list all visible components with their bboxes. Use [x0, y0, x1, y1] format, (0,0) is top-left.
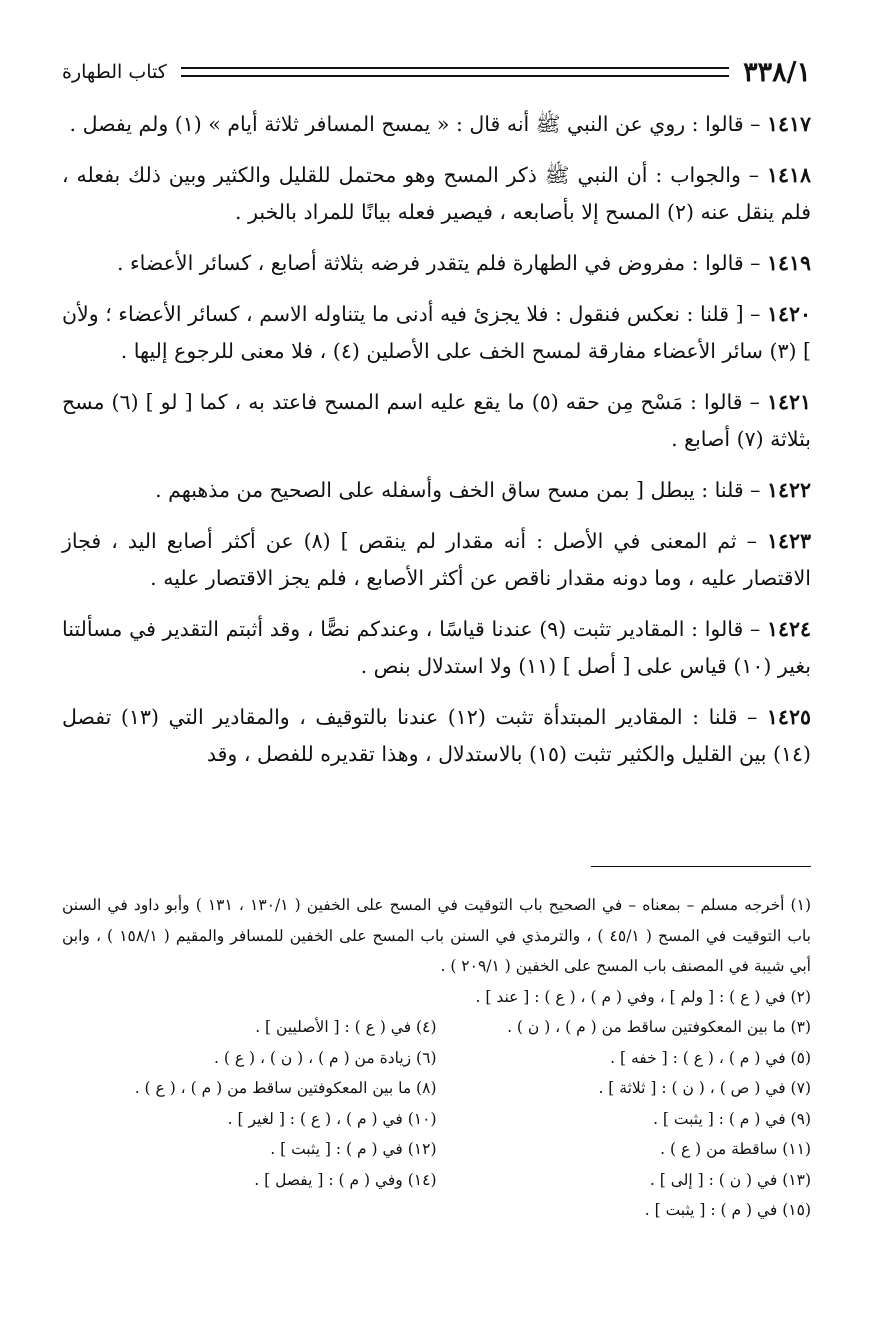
- paragraph-1419: [62, 245, 811, 282]
- paragraph-number: ١٤١٨: [766, 163, 811, 187]
- paragraph-text: – قالوا : المقادير تثبت (٩) عندنا قياسًا ، وعندكم نصًّا ، وقد أثبتم التقدير في مسألتنا بغير (١٠) قياس على [ أصل ] (١١) ولا استدلال بنص .: [62, 617, 811, 678]
- paragraph-number: ١٤٢٠: [766, 302, 811, 326]
- footnote-2: (٢) في ( ع ) : [ ولم ] ، وفي ( م ) ، ( ع ) : [ عند ] .: [475, 987, 811, 1006]
- paragraph-text: – قالوا : مفروض في الطهارة فلم يتقدر فرضه بثلاثة أصابع ، كسائر الأعضاء .: [116, 251, 767, 275]
- book-title: كتاب الطهارة: [62, 61, 167, 83]
- paragraph-1424: [62, 611, 811, 685]
- footnote-3: (٣) ما بين المعكوفتين ساقط من ( م ) ، ( ن ) .: [507, 1018, 811, 1036]
- paragraph-text: – [ قلنا : نعكس فنقول : فلا يجزئ فيه أدنى ما يتناوله الاسم ، كسائر الأعضاء ؛ ولأن ] (٣) سائر الأعضاء مفارقة لمسح الخف على الأصلين (٤) ، فلا معنى للرجوع إليها .: [62, 302, 811, 363]
- paragraph-number: ١٤٢٣: [766, 529, 811, 553]
- footnote-5: (٥) في ( م ) ، ( ع ) : [ خفه ] .: [610, 1048, 811, 1067]
- footnote-row: [62, 1043, 811, 1074]
- paragraph-number: ١٤١٩: [766, 251, 811, 275]
- paragraph-text: – والجواب : أن النبي ﷺ ذكر المسح وهو محتمل للقليل والكثير وبين ذلك بفعله ، فلم ينقل عنه (٢) المسح إلا بأصابعه ، فيصير فعله بيانًا للمراد بالخبر .: [62, 163, 811, 224]
- paragraph-1423: [62, 523, 811, 597]
- paragraph-1418: [62, 157, 811, 231]
- footnote-6: (٦) زيادة من ( م ) ، ( ن ) ، ( ع ) .: [213, 1048, 437, 1067]
- paragraph-1421: [62, 384, 811, 458]
- page-number: ٣٣٨/١: [743, 56, 811, 88]
- paragraph-number: ١٤٢٢: [766, 478, 811, 502]
- footnote-13: (١٣) في ( ن ) : [ إلى ] .: [649, 1170, 811, 1189]
- footnotes: [62, 890, 811, 1226]
- footnote-11: (١١) ساقطة من ( ع ) .: [660, 1140, 811, 1158]
- footnote-1: (١) أخرجه مسلم – بمعناه – في الصحيح باب التوقيت في المسح على الخفين ( ١٣٠/١ ، ١٣١ ) وأبو داود في السنن باب التوقيت في المسح ( ٤٥/١ ) ، والترمذي في السنن باب المسح على الخفين للمسافر والمقيم ( ١٥٨/١ ) ، وابن أبي شيبة في المصنف باب المسح على الخفين ( ٢٠٩/١ ) .: [62, 896, 811, 975]
- paragraph-1422: [62, 472, 811, 509]
- footnote-separator: [591, 866, 811, 867]
- paragraph-number: ١٤٢١: [766, 390, 811, 414]
- paragraph-1425: [62, 699, 811, 773]
- header-rule: [181, 67, 729, 77]
- footnote-9: (٩) في ( م ) : [ يثبت ] .: [653, 1109, 811, 1128]
- paragraph-text: – قلنا : المقادير المبتدأة تثبت (١٢) عندنا بالتوقيف ، والمقادير التي (١٣) تفصل (١٤) بين القليل والكثير تثبت (١٥) بالاستدلال ، وهذا تقديره للفصل ، وقد: [62, 705, 811, 766]
- footnote-7: (٧) في ( ص ) ، ( ن ) : [ ثلاثة ] .: [598, 1079, 811, 1097]
- paragraph-number: ١٤٢٥: [766, 705, 811, 729]
- paragraph-text: – قالوا : مَسْح مِن حقه (٥) ما يقع عليه اسم المسح فاعتد به ، كما [ لو ] (٦) مسح بثلاثة (٧) أصابع .: [62, 390, 811, 451]
- footnote-row: [62, 1073, 811, 1104]
- footnote-10: (١٠) في ( م ) ، ( ع ) : [ لغير ] .: [227, 1109, 437, 1128]
- footnote-4: (٤) في ( ع ) : [ الأصليين ] .: [255, 1018, 437, 1036]
- paragraph-text: – ثم المعنى في الأصل : أنه مقدار لم ينقص ] (٨) عن أكثر أصابع اليد ، فجاز الاقتصار عليه ، وما دونه مقدار ناقص عن أكثر الأصابع ، فلم يجز الاقتصار عليه .: [62, 529, 811, 590]
- main-text: [62, 106, 811, 787]
- paragraph-text: – قلنا : يبطل [ بمن مسح ساق الخف وأسفله على الصحيح من مذهبهم .: [155, 478, 767, 502]
- footnote-row: [62, 1165, 811, 1196]
- footnote-row: [62, 1134, 811, 1165]
- paragraph-text: – قالوا : روي عن النبي ﷺ أنه قال : « يمسح المسافر ثلاثة أيام » (١) ولم يفصل .: [69, 112, 767, 136]
- paragraph-1417: [62, 106, 811, 143]
- footnote-12: (١٢) في ( م ) : [ يثبت ] .: [270, 1140, 437, 1158]
- footnote-row: [62, 1195, 811, 1226]
- paragraph-number: ١٤١٧: [766, 112, 811, 136]
- paragraph-1420: [62, 296, 811, 370]
- footnote-row: [62, 1012, 811, 1043]
- footnote-15: (١٥) في ( م ) : [ يثبت ] .: [644, 1201, 811, 1219]
- footnote-14: (١٤) وفي ( م ) : [ يفصل ] .: [254, 1170, 437, 1189]
- footnote-row: [62, 1104, 811, 1135]
- paragraph-number: ١٤٢٤: [766, 617, 812, 641]
- footnote-8: (٨) ما بين المعكوفتين ساقط من ( م ) ، ( ع ) .: [134, 1079, 437, 1097]
- footnote-empty: [62, 1195, 437, 1226]
- running-header: [62, 50, 811, 94]
